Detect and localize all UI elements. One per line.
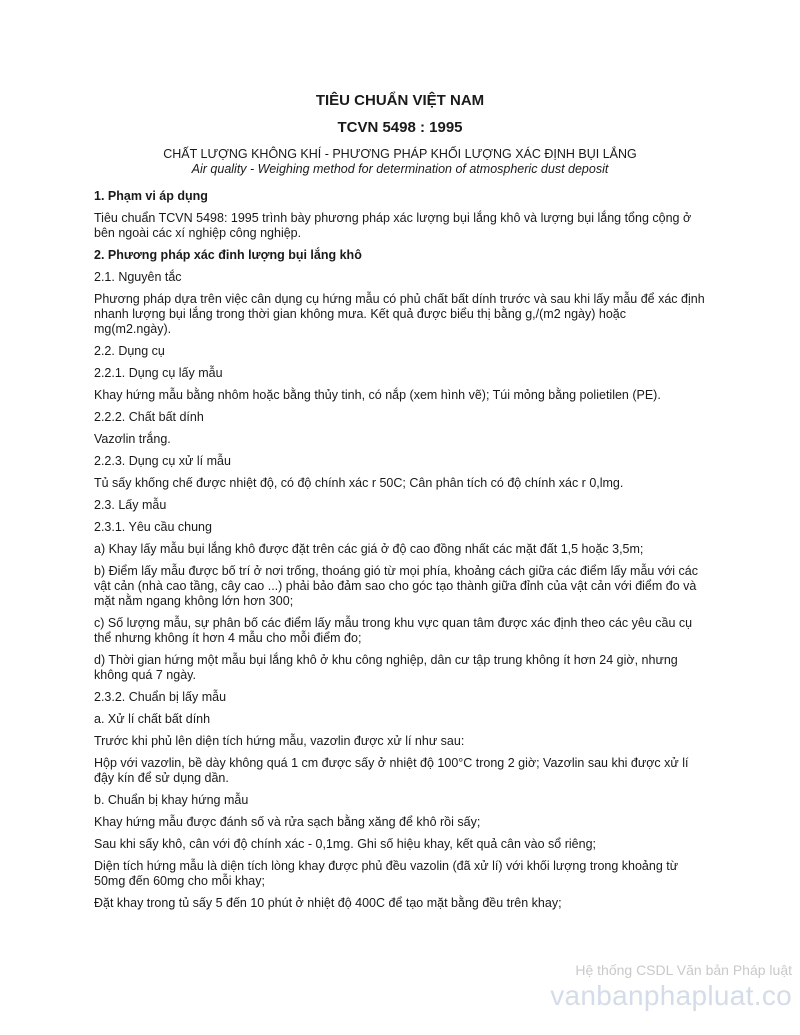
- document-title: TIÊU CHUẨN VIỆT NAM: [315, 92, 485, 109]
- paragraph: 2.2.1. Dụng cụ lấy mẫu: [94, 366, 223, 380]
- document-page: [94, 92, 706, 918]
- paragraph: Khay hứng mẫu được đánh số và rửa sạch bằng xăng để khô rồi sấy;: [94, 815, 481, 829]
- paragraph: a. Xử lí chất bất dính: [94, 712, 211, 726]
- section-heading: 1. Phạm vi áp dụng: [94, 189, 208, 203]
- document-body: [94, 189, 706, 911]
- paragraph: Vazơlin trắng.: [94, 432, 171, 446]
- paragraph: 2.3.2. Chuẩn bị lấy mẫu: [94, 690, 227, 704]
- paragraph: a) Khay lấy mẫu bụi lắng khô được đặt trên các giá ở độ cao đồng nhất các mặt đất 1,5 hoặc 3,5m;: [94, 542, 644, 556]
- paragraph: Khay hứng mẫu bằng nhôm hoặc bằng thủy tinh, có nắp (xem hình vẽ); Túi mỏng bằng polietilen (PE).: [94, 388, 661, 402]
- watermark-site: vanbanphapluat.co: [550, 980, 792, 1011]
- paragraph: Đặt khay trong tủ sấy 5 đến 10 phút ở nhiệt độ 400C để tạo mặt bằng đều trên khay;: [94, 896, 562, 910]
- document-subtitle-english: Air quality - Weighing method for determination of atmospheric dust deposit: [191, 162, 609, 176]
- paragraph: 2.2.3. Dụng cụ xử lí mẫu: [94, 454, 231, 468]
- document-subtitle: CHẤT LƯỢNG KHÔNG KHÍ - PHƯƠNG PHÁP KHỐI LƯỢNG XÁC ĐỊNH BỤI LẮNG: [163, 147, 637, 161]
- paragraph: b. Chuẩn bị khay hứng mẫu: [94, 793, 249, 807]
- paragraph: Sau khi sấy khô, cân với độ chính xác - 0,1mg. Ghi số hiệu khay, kết quả cân vào sổ riêng;: [94, 837, 596, 851]
- paragraph: Trước khi phủ lên diện tích hứng mẫu, vazơlin được xử lí như sau:: [94, 734, 465, 748]
- paragraph: Phương pháp dựa trên việc cân dụng cụ hứng mẫu có phủ chất bất dính trước và sau khi lấy mẫu để xác định nhanh lượng bụi lắng trong thời gian không mưa. Kết quả được biểu thị bằng g,/(m2 ngày) hoặc mg(m2.ngày).: [94, 292, 705, 336]
- paragraph: d) Thời gian hứng một mẫu bụi lắng khô ở khu công nghiệp, dân cư tập trung không ít hơn 24 giờ, nhưng không quá 7 ngày.: [94, 653, 678, 682]
- paragraph: 2.3.1. Yêu cầu chung: [94, 520, 212, 534]
- section-heading: 2. Phương pháp xác đinh lượng bụi lắng khô: [94, 248, 362, 262]
- paragraph: Diện tích hứng mẫu là diện tích lòng khay được phủ đều vazolin (đã xử lí) với khối lượng trong khoảng từ 50mg đến 60mg cho mỗi khay;: [94, 859, 679, 888]
- paragraph: Hộp với vazơlin, bề dày không quá 1 cm được sấy ở nhiệt độ 100°C trong 2 giờ; Vazơlin sau khi được xử lí đậy kín để sử dụng dần.: [94, 756, 689, 785]
- paragraph: Tiêu chuẩn TCVN 5498: 1995 trình bày phương pháp xác lượng bụi lắng khô và lượng bụi lắng tổng cộng ở bên ngoài các xí nghiệp công nghiệp.: [94, 211, 692, 240]
- paragraph: Tủ sấy khống chế được nhiệt độ, có độ chính xác r 50C; Cân phân tích có độ chính xác r 0,lmg.: [94, 476, 624, 490]
- watermark-caption: Hệ thống CSDL Văn bản Pháp luật: [575, 962, 792, 978]
- paragraph: 2.2.2. Chất bất dính: [94, 410, 204, 424]
- paragraph: c) Số lượng mẫu, sự phân bố các điểm lấy mẫu trong khu vực quan tâm được xác định theo các yêu cầu cụ thể nhưng không ít hơn 4 mẫu cho mỗi điểm đo;: [94, 616, 693, 645]
- paragraph: 2.1. Nguyên tắc: [94, 270, 182, 284]
- paragraph: 2.2. Dụng cụ: [94, 344, 165, 358]
- paragraph: b) Điểm lấy mẫu được bố trí ở nơi trống, thoáng gió từ mọi phía, khoảng cách giữa các điểm lấy mẫu với các vật cản (nhà cao tầng, cây cao ...) phải bảo đảm sao cho góc tạo thành giữa đỉnh của vật cản với điểm đo và mặt nằm ngang không lớn hơn 300;: [94, 564, 698, 608]
- paragraph: 2.3. Lấy mẫu: [94, 498, 167, 512]
- standard-code: TCVN 5498 : 1995: [337, 119, 463, 136]
